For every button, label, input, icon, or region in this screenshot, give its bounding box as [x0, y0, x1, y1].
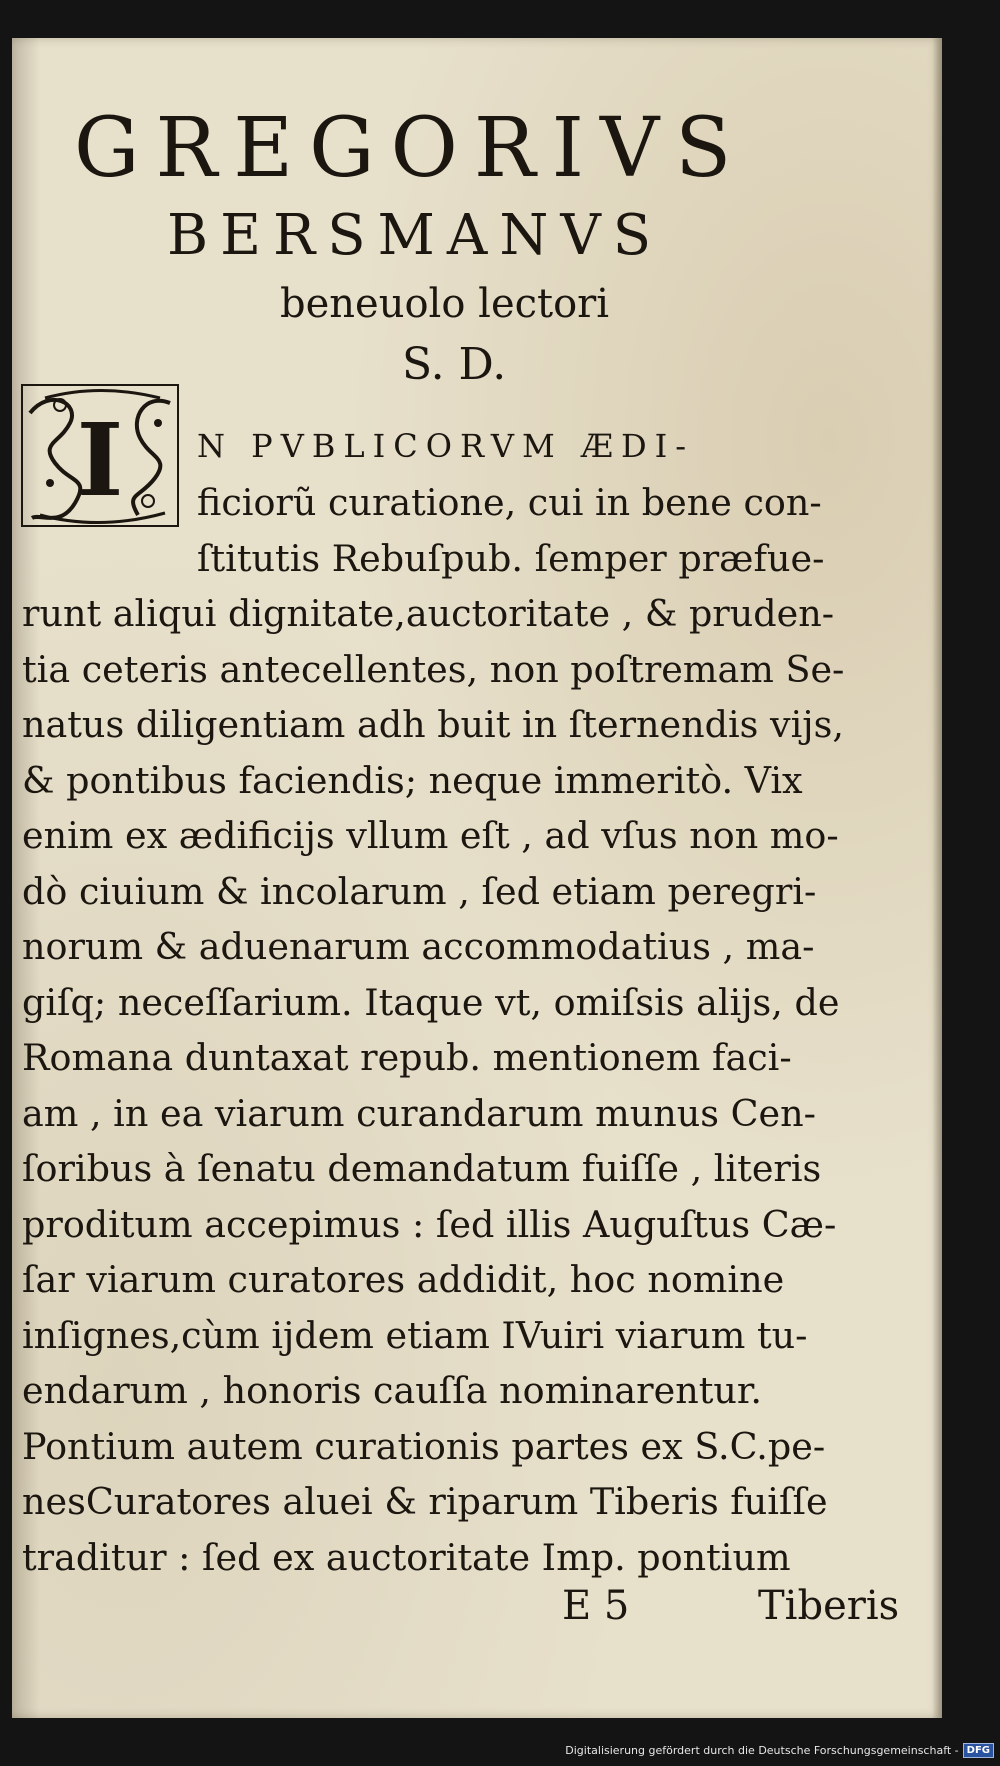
footer-credit	[565, 1743, 994, 1758]
heading-line-3: beneuolo lectori	[280, 281, 610, 327]
body-line-1: N PVBLICORVM ÆDI-	[197, 427, 695, 465]
body-line-11: giſq; neceſſarium. Itaque vt, omiſsis alijs, de	[22, 981, 840, 1024]
signature-mark: E 5	[562, 1583, 630, 1629]
heading-line-4: S. D.	[402, 339, 507, 390]
body-line-13: am , in ea viarum curandarum munus Cen-	[22, 1092, 816, 1135]
body-line-14: ſoribus à ſenatu demandatum fuiſſe , literis	[22, 1147, 822, 1190]
heading-line-2: BERSMANVS	[167, 203, 664, 268]
body-line-4: runt aliqui dignitate,auctoritate , & pruden-	[22, 592, 835, 635]
body-line-21: traditur : ſed ex auctoritate Imp. pontium	[22, 1536, 791, 1579]
body-line-12: Romana duntaxat repub. mentionem faci-	[22, 1036, 792, 1079]
body-line-15: proditum accepimus : ſed illis Auguſtus Cæ-	[22, 1203, 837, 1246]
body-line-18: endarum , honoris cauſſa nominarentur.	[22, 1369, 762, 1412]
book-page	[12, 38, 942, 1718]
catchword: Tiberis	[758, 1583, 900, 1629]
heading-line-1: GREGORIVS	[74, 101, 748, 196]
body-line-2: ficiorũ curatione, cui in bene con-	[197, 481, 822, 524]
body-line-19: Pontium autem curationis partes ex S.C.pe-	[22, 1425, 826, 1468]
body-line-5: tia ceteris antecellentes, non poſtremam Se-	[22, 648, 845, 691]
body-line-20: nesCuratores aluei & riparum Tiberis fuiſſe	[22, 1480, 828, 1523]
page-edge-shadow	[932, 38, 942, 1718]
body-line-10: norum & aduenarum accommodatius , ma-	[22, 925, 815, 968]
decorated-initial	[20, 383, 180, 528]
body-line-3: ſtitutis Rebuſpub. ſemper præfue-	[197, 537, 825, 580]
initial-letter: I	[76, 401, 124, 519]
body-line-7: & pontibus faciendis; neque immeritò. Vix	[22, 759, 803, 802]
body-line-6: natus diligentiam adh buit in ſternendis vijs,	[22, 703, 844, 746]
body-line-17: inſignes,cùm ijdem etiam IVuiri viarum tu-	[22, 1314, 808, 1357]
footer-credit-text: Digitalisierung gefördert durch die Deutsche Forschungsgemeinschaft -	[565, 1744, 959, 1757]
body-line-9: dò ciuium & incolarum , ſed etiam peregri-	[22, 870, 817, 913]
body-line-16: ſar viarum curatores addidit, hoc nomine	[22, 1258, 785, 1301]
body-line-8: enim ex ædificijs vllum eſt , ad vſus non mo-	[22, 814, 839, 857]
dfg-logo: DFG	[963, 1743, 994, 1758]
